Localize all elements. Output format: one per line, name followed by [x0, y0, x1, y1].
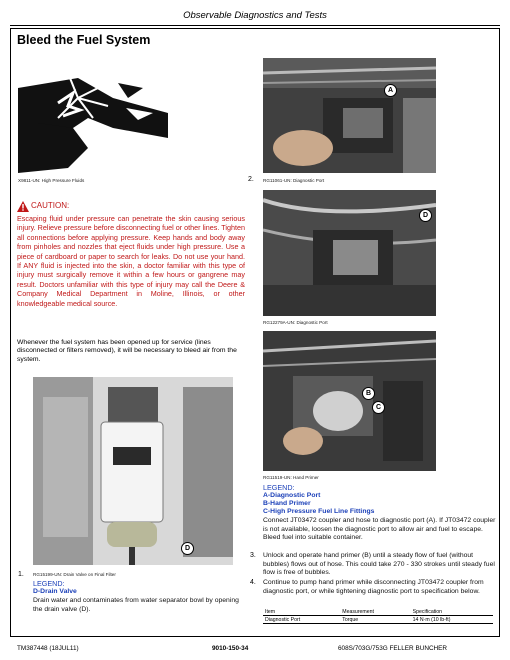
callout-d-fig3: D — [419, 209, 432, 222]
step4-number: 4. — [250, 579, 256, 586]
spec-cell-measurement: Torque — [342, 616, 359, 623]
drain-valve-photo — [33, 377, 233, 565]
hand-primer-photo — [263, 331, 436, 471]
frame-right — [499, 28, 500, 636]
callout-d-fig1: D — [181, 542, 194, 555]
step1-number: 1. — [18, 571, 24, 578]
step2-text: Connect JT03472 coupler and hose to diagnostic port (A). If JT03472 coupler is not available, loosen the diagnostic port to allow air and fuel to escape. Bleed fuel into suitable container. — [263, 517, 496, 541]
fig2-number: 2. — [248, 176, 254, 183]
step3-text: Unlock and operate hand primer (B) until a steady flow of fuel (without bubbles) flows out of hose. This could take 270 - 330 strokes until steady fuel flow is free of bubbles. — [263, 552, 495, 576]
frame-bottom — [10, 636, 500, 637]
callout-a: A — [384, 84, 397, 97]
right-legend-title: LEGEND: — [263, 483, 295, 492]
step3-number: 3. — [250, 552, 256, 559]
footer-page-number: 9010-150-34 — [212, 645, 249, 652]
step1-text: Drain water and contaminates from water separator bowl by opening the drain valve (D). — [33, 597, 239, 613]
legend-item-b: B-Hand Primer — [263, 500, 311, 507]
footer-doc-id: TM387448 (18JUL11) — [17, 645, 79, 652]
frame-left — [10, 28, 11, 636]
step1-legend-title: LEGEND: — [33, 579, 65, 588]
spec-header-item: Item — [265, 608, 276, 615]
header-rule — [10, 25, 500, 26]
diagnostic-port-photo-a — [263, 58, 436, 173]
spec-header-measurement: Measurement — [342, 608, 374, 615]
high-pressure-fluid-illustration — [18, 68, 168, 173]
legend-item-a: A-Diagnostic Port — [263, 492, 321, 499]
table-row — [263, 616, 493, 624]
spec-header-specification: Specification — [412, 608, 443, 615]
footer-model: 608S/703G/753G FELLER BUNCHER — [338, 645, 448, 652]
page-header-title: Observable Diagnostics and Tests — [183, 10, 327, 21]
caution-text: Escaping fluid under pressure can penetrate the skin causing serious injury. Relieve pressure before disconnecting fuel or other lines. Tighten all connections before applying pressure. Keep hands and body away from pinholes and nozzles that eject fluids under high pressure. Use a piece of cardboard or paper to search for leaks. Do not use your hand. If ANY fluid is injected into the skin, a doctor familiar with this type of injury must surgically remove it within a few hours or gangrene may result. Doctors unfamiliar with this type of injury may call the Deere & Company Medical Department in Moline, Illinois, or other knowledgeable medical source. — [17, 214, 245, 308]
fig4-caption: RG11519-UN: Hand Primer — [263, 475, 319, 480]
callout-b: B — [362, 387, 375, 400]
intro-paragraph: Whenever the fuel system has been opened up for service (lines disconnected or filters removed), it will be necessary to bleed air from the system. — [17, 339, 237, 363]
fig2-caption: RG11061-UN: Diagnostic Port — [263, 178, 325, 183]
spec-cell-item: Diagnostic Port — [265, 616, 301, 623]
section-title: Bleed the Fuel System — [17, 33, 151, 47]
callout-c: C — [372, 401, 385, 414]
hazard-caption: X9811-UN: High Pressure Fluids — [18, 178, 85, 183]
step4-text: Continue to pump hand primer while disconnecting JT03472 coupler from diagnostic port, or while tightening diagnostic port to specification below. — [263, 579, 484, 595]
fig3-caption: RG12279A-UN: Diagnostic Port — [263, 320, 328, 325]
spec-table — [263, 608, 493, 624]
fig1-caption: RG15199-UN: Drain Valve on Final Filter — [33, 572, 116, 577]
spec-cell-specification: 14 N·m (10 lb-ft) — [412, 616, 451, 623]
legend-item-c: C-High Pressure Fuel Line Fittings — [263, 508, 375, 515]
caution-label: CAUTION: — [31, 201, 70, 210]
frame-top — [10, 28, 500, 29]
diagnostic-port-photo-d — [263, 190, 436, 316]
spec-table-header — [263, 608, 493, 616]
step1-legend-item: D-Drain Valve — [33, 588, 77, 595]
